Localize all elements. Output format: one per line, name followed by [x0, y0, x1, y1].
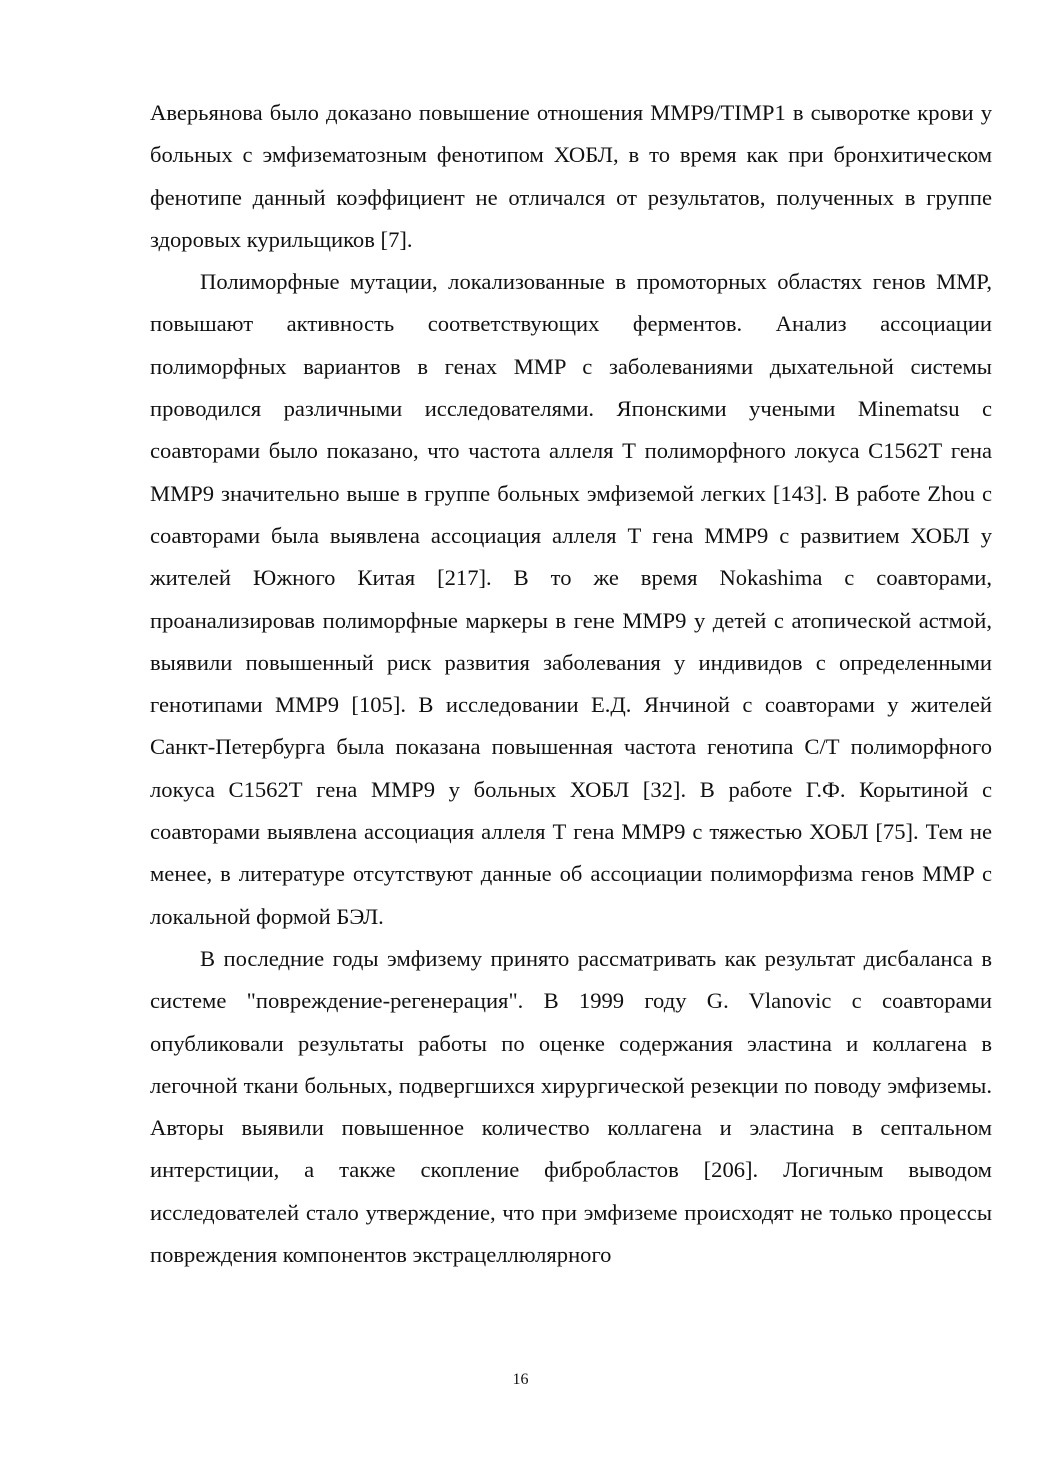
page-number: 16: [512, 1371, 529, 1388]
paragraph-3: В последние годы эмфизему принято рассматривать как результат дисбаланса в системе "повреждение-регенерация". В 1999 году G. Vlanovic с соавторами опубликовали результаты работы по оценке содержания эластина и коллагена в легочной ткани больных, подвергшихся хирургической резекции по поводу эмфиземы. Авторы выявили повышенное количество коллагена и эластина в септальном интерстиции, а также скопление фибробластов [206]. Логичным выводом исследователей стало утверждение, что при эмфиземе происходят не только процессы повреждения компонентов экстрацеллюлярного: [150, 945, 992, 1268]
paragraph-2: Полиморфные мутации, локализованные в промоторных областях генов MMP, повышают активность соответствующих ферментов. Анализ ассоциации полиморфных вариантов в генах MMP с заболеваниями дыхательной системы проводился различными исследователями. Японскими учеными Minematsu с соавторами было показано, что частота аллеля Т полиморфного локуса С1562Т гена MMP9 значительно выше в группе больных эмфиземой легких [143]. В работе Zhou с соавторами была выявлена ассоциация аллеля Т гена MMP9 с развитием ХОБЛ у жителей Южного Китая [217]. В то же время Nokashima с соавторами, проанализировав полиморфные маркеры в гене MMP9 у детей с атопической астмой, выявили повышенный риск развития заболевания у индивидов с определенными генотипами MMP9 [105]. В исследовании Е.Д. Янчиной с соавторами у жителей Санкт-Петербурга была показана повышенная частота генотипа С/Т полиморфного локуса С1562Т гена MMP9 у больных ХОБЛ [32]. В работе Г.Ф. Корытиной с соавторами выявлена ассоциация аллеля Т гена MMP9 с тяжестью ХОБЛ [75]. Тем не менее, в литературе отсутствуют данные об ассоциации полиморфизма генов MMP с локальной формой БЭЛ.: [150, 269, 992, 929]
page-body: [150, 92, 992, 1276]
paragraph-1: Аверьянова было доказано повышение отношения MMP9/TIMP1 в сыворотке крови у больных с эмфизематозным фенотипом ХОБЛ, в то время как при бронхитическом фенотипе данный коэффициент не отличался от результатов, полученных в группе здоровых курильщиков [7].: [150, 100, 992, 252]
